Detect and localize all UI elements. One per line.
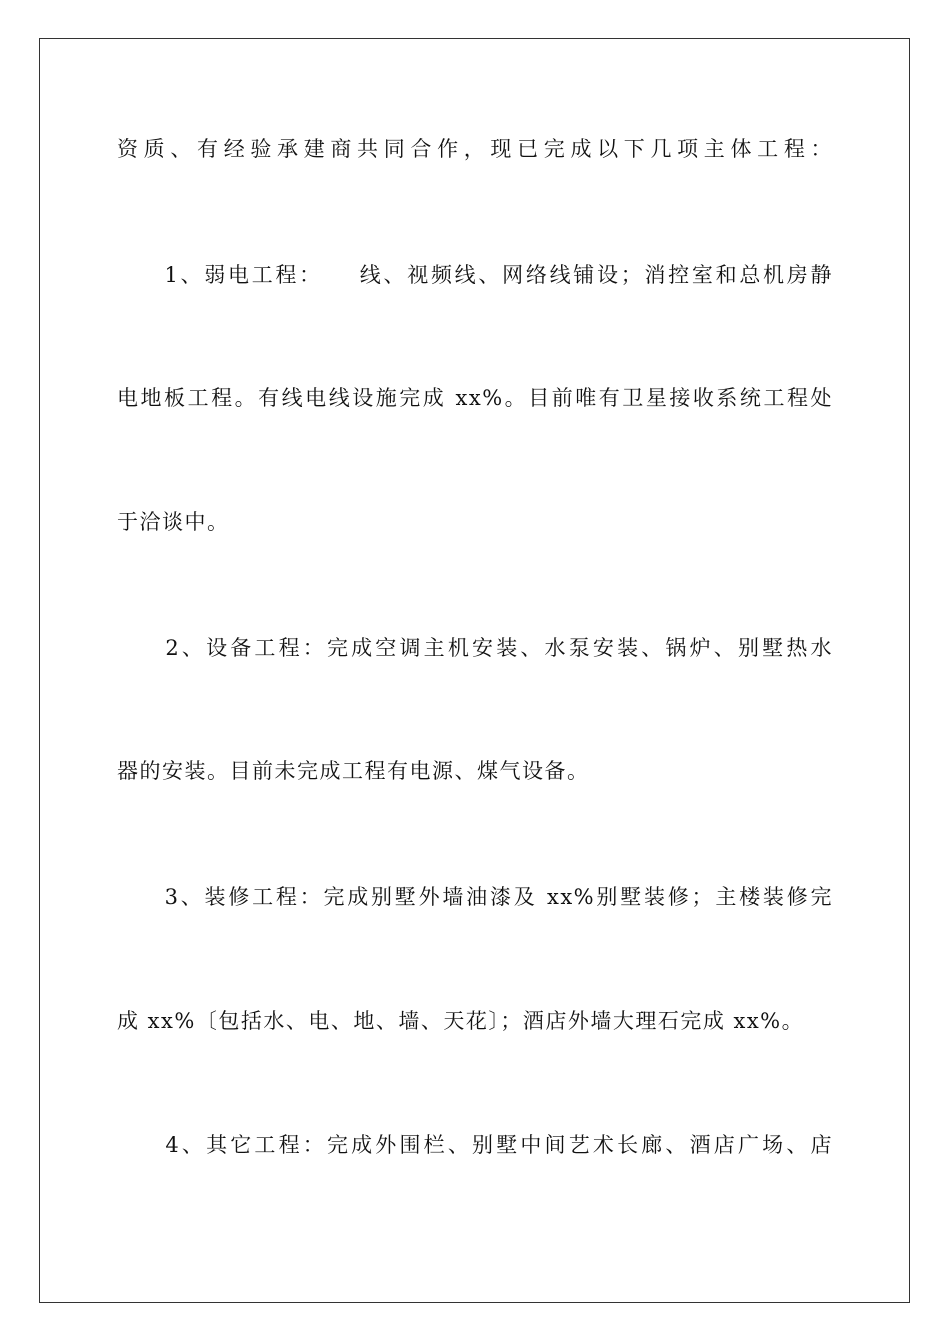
text-line-3: 电地板工程。有线电线设施完成 xx%。目前唯有卫星接收系统工程处: [117, 386, 833, 410]
page-border: [39, 38, 910, 1303]
text-line-2: 1、弱电工程： 线、视频线、网络线铺设；消控室和总机房静: [117, 263, 833, 287]
text-line-4: 于洽谈中。: [117, 510, 230, 534]
text-line-1: 资质、有经验承建商共同合作，现已完成以下几项主体工程：: [117, 137, 833, 161]
text-line-5: 2、设备工程：完成空调主机安装、水泵安装、锅炉、别墅热水: [117, 636, 833, 660]
text-line-7: 3、装修工程：完成别墅外墙油漆及 xx%别墅装修；主楼装修完: [117, 885, 833, 909]
text-line-6: 器的安装。目前未完成工程有电源、煤气设备。: [117, 759, 590, 783]
text-line-9: 4、其它工程：完成外围栏、别墅中间艺术长廊、酒店广场、店: [117, 1133, 833, 1157]
text-line-8: 成 xx%〔包括水、电、地、墙、天花〕；酒店外墙大理石完成 xx%。: [117, 1009, 805, 1033]
